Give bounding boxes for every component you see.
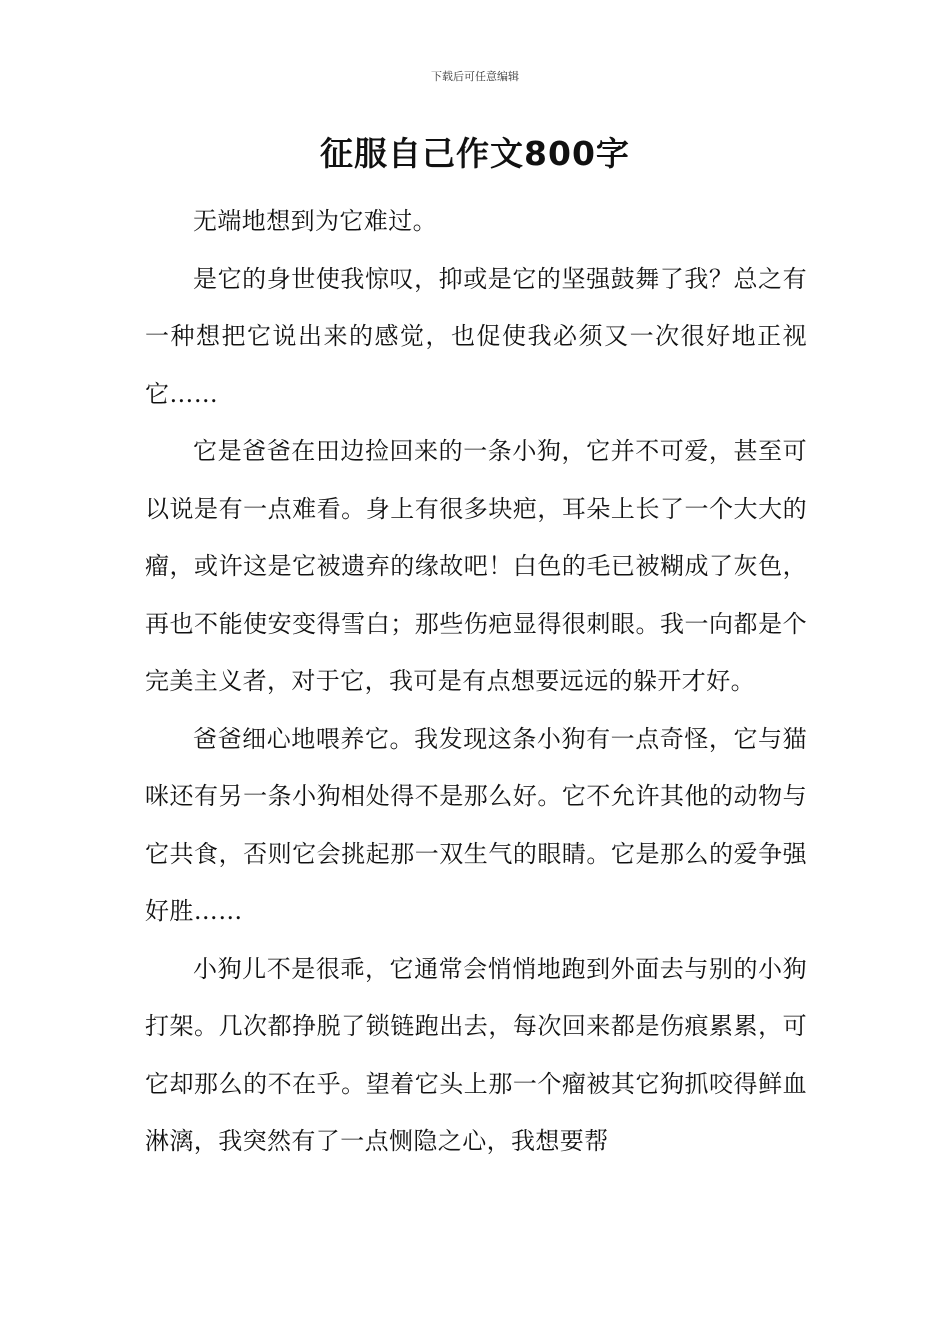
paragraph-3: 它是爸爸在田边捡回来的一条小狗，它并不可爱，甚至可以说是有一点难看。身上有很多块疤，耳朵上长了一个大大的瘤，或许这是它被遗弃的缘故吧！白色的毛已被糊成了灰色，再也不能使安变得雪白；那些伤疤显得很刺眼。我一向都是个完美主义者，对于它，我可是有点想要远远的躲开才好。 — [145, 437, 807, 695]
paragraph-5: 小狗儿不是很乖，它通常会悄悄地跑到外面去与别的小狗打架。几次都挣脱了锁链跑出去，每次回来都是伤痕累累，可它却那么的不在乎。望着它头上那一个瘤被其它狗抓咬得鲜血淋漓，我突然有了一点恻隐之心，我想要帮 — [145, 954, 807, 1155]
paragraph-1: 无端地想到为它难过。 — [193, 207, 437, 235]
header-note: 下载后可任意编辑 — [431, 70, 519, 83]
document-body — [145, 193, 807, 1171]
document-title: 征服自己作文800字 — [320, 134, 630, 173]
paragraph-2: 是它的身世使我惊叹，抑或是它的坚强鼓舞了我？总之有一种想把它说出来的感觉，也促使我必须又一次很好地正视它…… — [145, 264, 807, 408]
paragraph-4: 爸爸细心地喂养它。我发现这条小狗有一点奇怪，它与猫咪还有另一条小狗相处得不是那么好。它不允许其他的动物与它共食，否则它会挑起那一双生气的眼睛。它是那么的爱争强好胜…… — [145, 724, 807, 925]
